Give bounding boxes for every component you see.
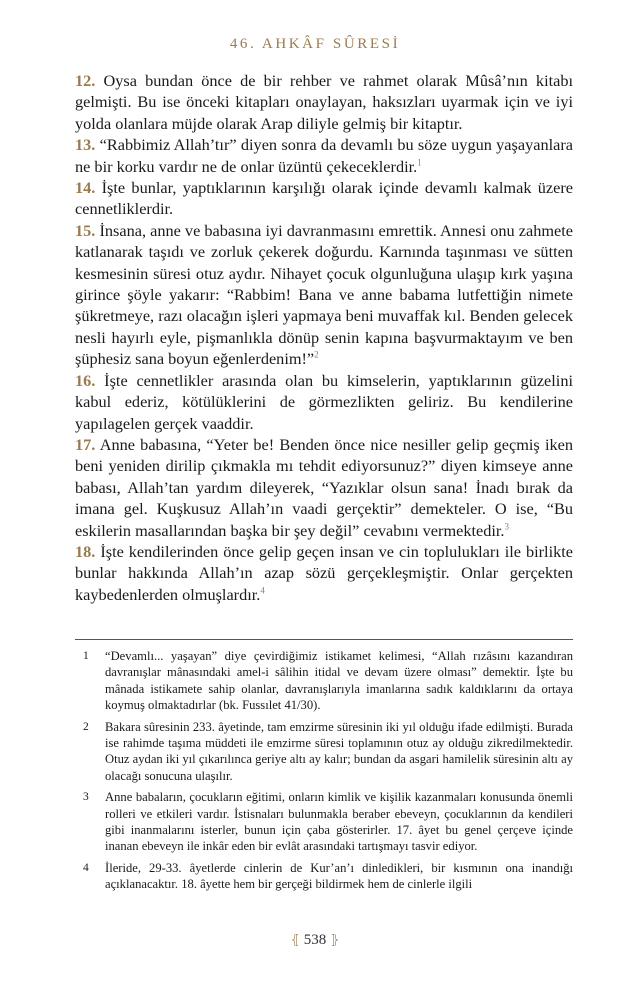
footnote-4 [75,860,573,893]
verse-16 [75,370,573,434]
verse-body: İşte bunlar, yaptıklarının karşılığı olarak içinde devamlı kalmak üzere cennetliklerdir. [75,178,573,219]
footnote-divider [75,639,573,640]
verse-18 [75,541,573,605]
verse-number: 14. [75,178,96,198]
footnote-2 [75,719,573,785]
page-number [0,932,630,949]
footnote-number: 1 [83,650,89,662]
verse-13 [75,134,573,177]
verse-number: 12. [75,71,96,90]
footnote-text: “Devamlı... yaşayan” diye çevirdiğimiz istikamet kelimesi, “Allah rızâsını kazandıran davranışlar mânasındaki amel-i sâlihin itidal ve devam üzere olması” demektir. İşte bu mânada istikamete sahip olanlar, davranışlarıyla imanlarına sadık kaldıklarını da ortaya koymuş olmaktadırlar (bk. Fussılet 41/30). [105,649,573,713]
ornament-right-icon: ⦄ [330,932,340,947]
verse-text-block [75,70,573,605]
footnote-text: Bakara sûresinin 233. âyetinde, tam emzirme süresinin iki yıl olduğu ifade edilmişti. Burada ise rahimde taşıma müddeti ile emzirme süresi toplamının otuz ay olduğu zikredilmektedir. Otuz aydan iki yıl çıkarılınca geriye altı ay kalır; bundan da asgari hamilelik süresinin altı ay olacağı sonucuna ulaşılır. [105,719,573,783]
footnote-number: 2 [83,720,89,733]
footnote-marker[interactable]: 2 [314,349,319,360]
footnote-marker[interactable]: 3 [504,521,509,532]
footnote-text: İleride, 29-33. âyetlerde cinlerin de Kur’an’ı dinledikleri, bir kısmının ona inandığı açıklanacaktır. 18. âyette hem bir gerçeği bildirmek hem de cinlerle ilgili [105,860,573,892]
verse-body: İşte cennetlikler arasında olan bu kimselerin, yaptıklarının güzelini kabul ederiz, kötülüklerini de görmezlikten geliriz. Bu kendilerine yapılagelen gerçek vaaddir. [75,370,573,433]
verse-17 [75,434,573,541]
footnote-marker[interactable]: 1 [417,157,422,168]
verse-body: “Rabbimiz Allah’tır” diyen sonra da devamlı bu söze uygun yaşayanlara ne bir korku vardır ne de onlar üzüntü çekeceklerdir. [75,135,573,176]
page-number-value: 538 [303,932,327,948]
footnote-3 [75,789,573,855]
footnote-1 [75,648,573,714]
footnote-number: 4 [83,861,89,874]
verse-14 [75,177,573,220]
footnotes-section [75,648,573,898]
verse-number: 13. [75,135,96,155]
verse-15 [75,220,573,370]
footnote-number: 3 [83,791,89,804]
verse-body: Anne babasına, “Yeter be! Benden önce nice nesiller gelip geçmiş iken beni yeniden dirilip çıkmakla mı tehdit ediyorsunuz?” diyen kimseye anne babası, Allah’tan yardım dileyerek, “Yazıklar olsun sana! İnadı bırak da imana gel. Kuşkusuz Allah’ın vaadi gerçektir” demekteler. O ise, “Bu eskilerin masallarından başka bir şey değil” cevabını vermektedir. [75,434,573,540]
footnote-text: Anne babaların, çocukların eğitimi, onların kimlik ve kişilik kazanmaları konusunda önemli rolleri ve etkileri vardır. İstisnaları bulunmakla beraber ebeveyn, çocuklarının da kendileri gibi inanmalarını isterler, bunun için çaba gösterirler. 17. âyet bu genel çerçeve içinde inanan ebeveyn ile inkâr eden bir evlât arasındaki tartışmayı tasvir ediyor. [105,790,573,854]
running-header: 46. AHKÂF SÛRESİ [229,36,401,52]
verse-number: 18. [75,541,96,561]
verse-number: 16. [75,370,96,390]
verse-12 [75,70,573,134]
verse-body: İşte kendilerinden önce gelip geçen insan ve cin toplulukları ile birlikte bunlar hakkında Allah’ın azap sözü gerçekleşmiştir. Onlar gerçekten kaybedenlerden olmuşlardır. [75,541,573,604]
verse-number: 15. [75,220,96,240]
verse-number: 17. [75,434,96,454]
verse-body: Oysa bundan önce de bir rehber ve rahmet olarak Mûsâ’nın kitabı gelmişti. Bu ise önceki kitapları onaylayan, haksızları uyarmak için ve iyi yolda olanlara müjde olarak Arap diliyle gelmiş bir kitaptır. [75,71,574,133]
ornament-left-icon: ⦃ [290,932,300,947]
footnote-marker[interactable]: 4 [260,585,265,596]
verse-body: İnsana, anne ve babasına iyi davranmasını emrettik. Annesi onu zahmete katlanarak taşıdı ve zorluk çekerek doğurdu. Karnında taşınması ve sütten kesmesinin süresi otuz aydır. Nihayet çocuk olgunluğuna ulaşıp kırk yaşına girince şöyle yakarır: “Rabbim! Bana ve anne babama lutfettiğin nimete şükretmeye, razı olacağın işleri yapmaya beni muvaffak kıl. Benden gelecek nesli hayırlı eyle, pişmanlıkla dönüp senin kapına başvurmaktayım ve ben şüphesiz sana boyun eğenlerdenim!” [75,220,573,369]
